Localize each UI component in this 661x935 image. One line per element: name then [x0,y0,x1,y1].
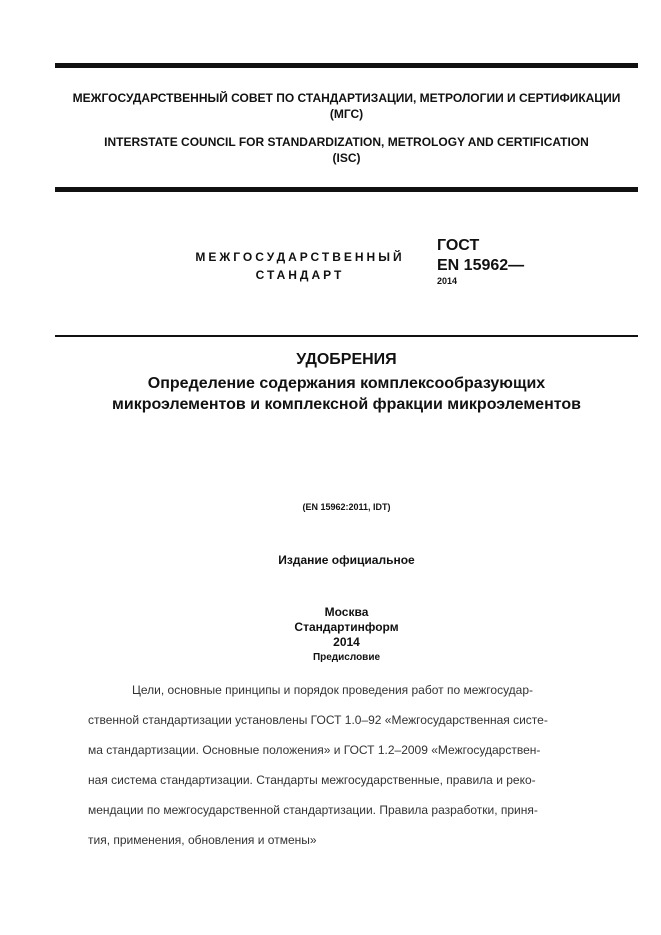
header-bottom-rule [55,187,638,192]
council-name-ru-text: МЕЖГОСУДАРСТВЕННЫЙ СОВЕТ ПО СТАНДАРТИЗАЦИИ, МЕТРОЛОГИИ И СЕРТИФИКАЦИИ [72,91,621,105]
standard-type [150,248,450,284]
subtitle-line1: Определение содержания комплексообразующих [147,375,546,392]
preface-body [88,675,608,855]
preface-line: тия, применения, обновления и отмены» [88,833,317,847]
council-abbr-ru: (МГС) [329,107,364,121]
standard-type-line1: МЕЖГОСУДАРСТВЕННЫЙ [195,250,405,264]
council-name-en-text: INTERSTATE COUNCIL FOR STANDARDIZATION, METROLOGY AND CERTIFICATION [104,135,589,149]
preface-line: ственной стандартизации установлены ГОСТ 1.0–92 «Межгосударственная систе- [88,713,548,727]
imprint-city: Москва [324,605,369,619]
preface-line: мендации по межгосударственной стандартизации. Правила разработки, приня- [88,803,538,817]
council-name-ru [55,90,638,122]
preface-heading: Предисловие [312,652,381,663]
preface-line: Цели, основные принципы и порядок проведения работ по межгосудар- [132,683,534,697]
preface-line: ма стандартизации. Основные положения» и ГОСТ 1.2–2009 «Межгосударствен- [88,743,541,757]
subtitle-line2: микроэлементов и комплексной фракции микроэлементов [112,396,581,413]
imprint-publisher: Стандартинформ [294,620,399,634]
top-rule [55,63,638,68]
council-abbr-en: (ISC) [332,151,361,165]
imprint-year: 2014 [333,635,360,649]
preface-line: ная система стандартизации. Стандарты межгосударственные, правила и реко- [88,773,536,787]
document-title: УДОБРЕНИЯ [296,351,397,368]
standard-year: 2014 [437,276,458,286]
gost-label: ГОСТ [437,237,480,254]
standard-number: EN 15962— [437,257,525,274]
standard-type-line2: СТАНДАРТ [255,268,345,282]
edition-note: Издание официальное [278,553,415,567]
imprint [55,605,638,650]
title-divider [55,335,638,337]
standard-designation [437,236,524,286]
document-subtitle [55,373,638,415]
equivalence-note: (EN 15962:2011, IDT) [302,502,391,512]
council-name-en [55,134,638,166]
